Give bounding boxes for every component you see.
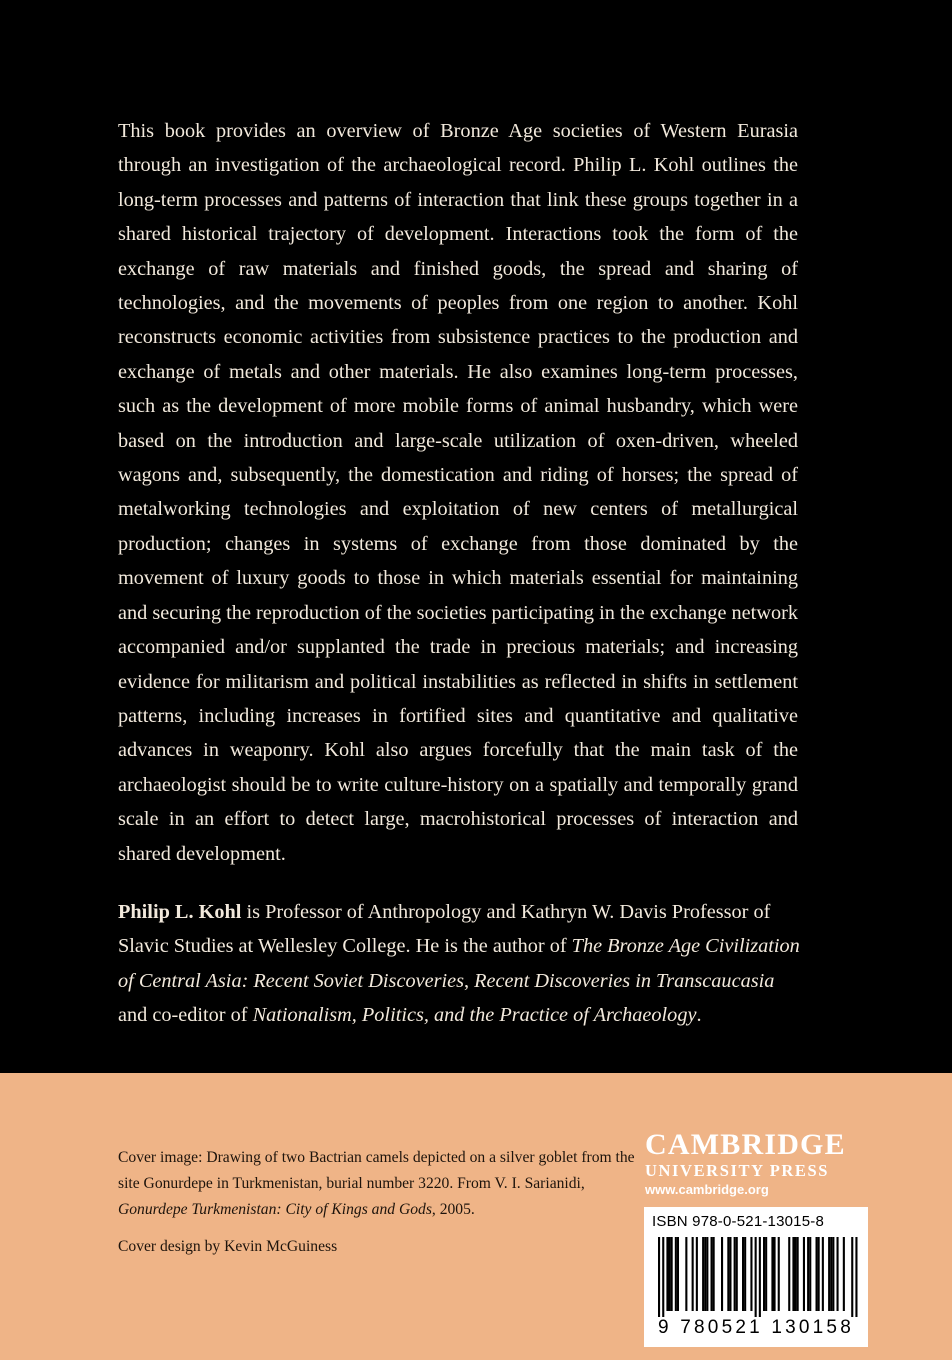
barcode-bar [803, 1237, 805, 1311]
author-bio: Philip L. Kohl is Professor of Anthropology and Kathryn W. Davis Professor of Slavic Studies at Wellesley College. He is the author of The Bronze Age Civilization of Central Asia: Recent Soviet Discoveries, Recent Discoveries in Transcaucasia and co-editor of Nationalism, Politics, and the Practice of Archaeology. [118, 901, 800, 1027]
barcode-bar [771, 1237, 773, 1311]
barcode-bar [696, 1237, 698, 1311]
barcode-bar [702, 1237, 704, 1311]
barcode-bar [774, 1237, 776, 1311]
barcode-bar [729, 1237, 731, 1311]
barcode-bar [763, 1237, 765, 1311]
publisher-logo [645, 1129, 877, 1199]
barcode-bar [742, 1237, 744, 1311]
barcode-bar [797, 1237, 799, 1311]
book-description: This book provides an overview of Bronze Age societies of Western Eurasia through an investigation of the archaeological record. Philip L. Kohl outlines the long-term processes and patterns of interaction that link these groups together in a shared historical trajectory of development. Interactions took the form of the exchange of raw materials and finished goods, the spread and sharing of technologies, and the movements of peoples from one region to another. Kohl reconstructs economic activities from subsistence practices to the production and exchange of metals and other materials. He also examines long-term processes, such as the development of more mobile forms of animal husbandry, which were based on the introduction and large-scale utilization of oxen-driven, wheeled wagons and, subsequently, the domestication and riding of horses; the spread of metalworking technologies and exploitation of new centers of metallurgical production; changes in systems of exchange from those dominated by the movement of luxury goods to those in which materials essential for maintaining and securing the reproduction of the societies participating in the exchange network accompanied and/or supplanted the trade in precious materials; and increasing evidence for militarism and political instabilities as reflected in shifts in settlement patterns, including increases in fortified sites and quantitative and qualitative advances in weaponry. Kohl also argues forcefully that the main task of the archaeologist should be to write culture-history on a spatially and temporally grand scale in an effort to detect large, macrohistorical processes of interaction and shared development. [118, 120, 798, 865]
barcode-bar [666, 1237, 668, 1311]
publisher-press: UNIVERSITY PRESS [645, 1161, 830, 1180]
cover-image-credit: Cover image: Drawing of two Bactrian camels depicted on a silver goblet from the site Gonurdepe in Turkmenistan, burial number 3220. From V. I. Sarianidi, Gonurdepe Turkmenistan: City of Kings and Gods, 2005. [118, 1149, 635, 1219]
barcode-bar [706, 1237, 708, 1311]
publisher-url: www.cambridge.org [645, 1182, 769, 1197]
barcode-bar [711, 1237, 713, 1311]
book-title-2: Recent Discoveries in Transcaucasia [474, 969, 775, 992]
book-title-1: The Bronze Age Civilization of Central Asia: Recent Soviet Discoveries [118, 935, 800, 992]
ean-digits: 9 780521 130158 [658, 1317, 854, 1338]
barcode-bar [727, 1237, 729, 1311]
barcode-bar [795, 1237, 797, 1311]
barcode-bar [721, 1237, 723, 1311]
barcode-bar [807, 1237, 809, 1311]
cover-design-credit: Cover design by Kevin McGuiness [118, 1238, 338, 1255]
barcode-bar [744, 1237, 746, 1311]
barcode-bar [855, 1237, 857, 1317]
barcode-bar [778, 1237, 780, 1311]
barcode-bars [650, 1237, 862, 1317]
barcode-bar [828, 1237, 830, 1311]
barcode-bar [675, 1237, 677, 1311]
barcode-bar [692, 1237, 694, 1311]
barcode-bar [755, 1237, 757, 1317]
book-title-3: Nationalism, Politics, and the Practice of Archaeology [252, 1004, 697, 1027]
barcode-bar [662, 1237, 664, 1317]
barcode-bar [704, 1237, 706, 1311]
barcode-bar [843, 1237, 845, 1311]
barcode-bar [837, 1237, 839, 1311]
barcode-bar [750, 1237, 752, 1311]
barcode-bar [677, 1237, 679, 1311]
barcode-bar [669, 1237, 671, 1311]
barcode-bar [851, 1237, 853, 1317]
barcode-bar [759, 1237, 761, 1317]
barcode-bar [830, 1237, 832, 1311]
barcode-bar [765, 1237, 767, 1311]
isbn-barcode [644, 1207, 868, 1347]
barcode-bar [713, 1237, 715, 1311]
barcode-bar [788, 1237, 790, 1311]
publisher-name: CAMBRIDGE [645, 1128, 846, 1161]
barcode-bar [832, 1237, 834, 1311]
barcode-bar [809, 1237, 811, 1311]
barcode-bar [736, 1237, 738, 1311]
barcode-bar [792, 1237, 794, 1311]
barcode-bar [816, 1237, 818, 1311]
barcode-bar [734, 1237, 736, 1311]
barcode-bar [685, 1237, 687, 1311]
barcode-bar [818, 1237, 820, 1311]
barcode-bar [658, 1237, 660, 1317]
barcode-bar [671, 1237, 673, 1311]
credit-source-title: Gonurdepe Turkmenistan: City of Kings and Gods [118, 1201, 432, 1219]
isbn-number: ISBN 978-0-521-13015-8 [652, 1213, 825, 1230]
author-name: Philip L. Kohl [118, 901, 242, 923]
barcode-bar [822, 1237, 824, 1311]
